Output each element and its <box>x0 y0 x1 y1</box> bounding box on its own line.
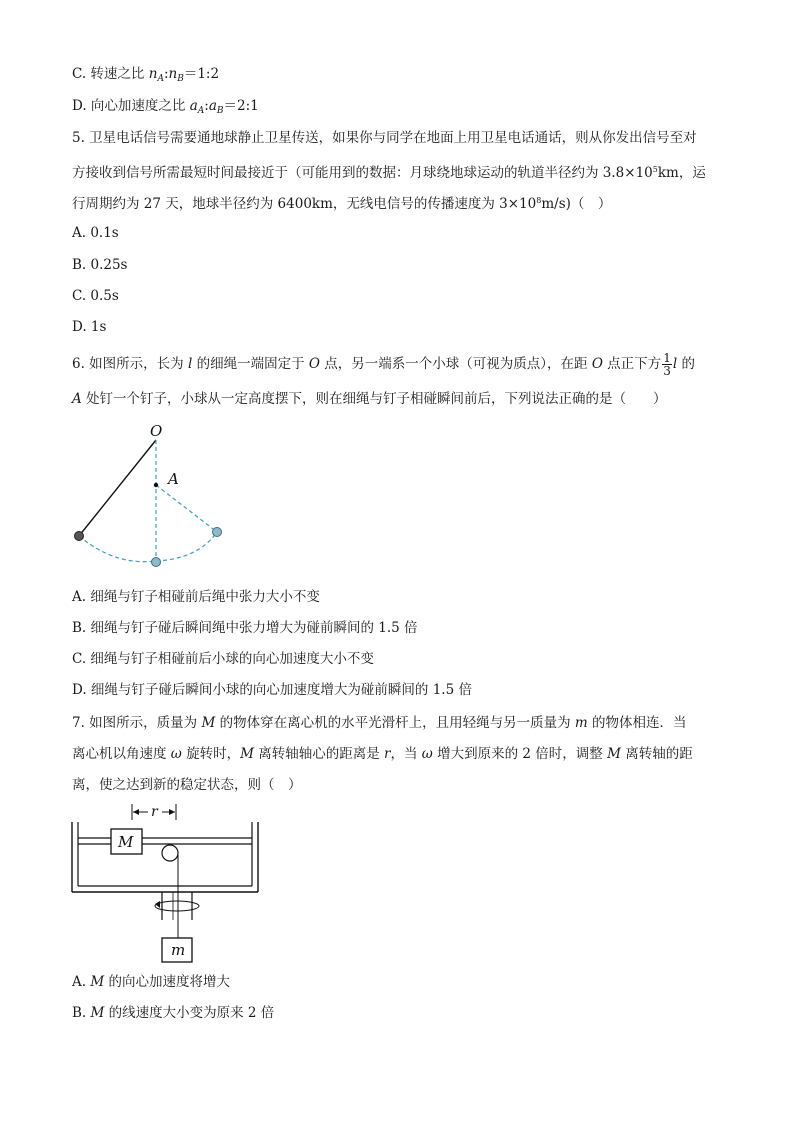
ball-bottom <box>152 558 161 567</box>
q7-stem-line1: 7. 如图所示，质量为 M 的物体穿在离心机的水平光滑杆上，且用轻绳与另一质量为 m 的物体相连．当 <box>72 715 687 731</box>
label-r: r <box>151 804 158 820</box>
q5-stem-line3: 行周期约为 27 天，地球半径约为 6400km，无线电信号的传播速度为 $3\times 10^8m/s$)（ ） <box>72 196 612 212</box>
centrifuge-figure <box>66 798 266 966</box>
q5-option-a: A. 0.1s <box>72 225 119 241</box>
label-m: m <box>171 941 186 959</box>
pendulum-figure <box>70 418 230 573</box>
q6-option-c: C. 细绳与钉子相碰前后小球的向心加速度大小不变 <box>72 651 374 667</box>
ball-right <box>213 528 222 537</box>
q6-option-a: A. 细绳与钉子相碰前后绳中张力大小不变 <box>72 589 320 605</box>
ball-initial <box>75 532 84 541</box>
q6-option-b: B. 细绳与钉子碰后瞬间绳中张力增大为碰前瞬间的 1.5 倍 <box>72 620 418 636</box>
q5-option-c: C. 0.5s <box>72 288 119 304</box>
q4-option-d: D. 向心加速度之比 $a_A:a_B=2:1$ <box>72 98 259 116</box>
q7-option-b: B. M 的线速度大小变为原来 2 倍 <box>72 1005 275 1021</box>
pulley <box>162 845 178 861</box>
label-M: M <box>118 833 134 851</box>
q6-stem-line1: 6. 如图所示，长为 l 的细绳一端固定于 O 点，另一端系一个小球（可视为质点），在距 O 点正下方 $\frac{1}{3}$ l 的 <box>72 351 695 378</box>
initial-rope <box>79 440 156 536</box>
rope-after-nail <box>156 485 217 532</box>
label-A: A <box>168 470 179 488</box>
q5-stem-line1: 5. 卫星电话信号需要通地球静止卫星传送，如果你与同学在地面上用卫星电话通话，则从你发出信号至对 <box>72 130 697 146</box>
q6-option-d: D. 细绳与钉子碰后瞬间小球的向心加速度增大为碰前瞬间的 1.5 倍 <box>72 682 472 698</box>
one-third-fraction: $\frac{1}{3}$ <box>663 351 671 378</box>
q7-stem-line2: 离心机以角速度 ω 旋转时，M 离转轴轴心的距离是 r，当 ω 增大到原来的 2 倍时，调整 M 离转轴的距 <box>72 746 693 762</box>
q7-stem-line3: 离，使之达到新的稳定状态，则（ ） <box>72 777 302 793</box>
swing-arc-small <box>156 532 217 561</box>
r-arrow-left <box>133 809 139 815</box>
nail-point <box>154 483 158 487</box>
r-arrow-right <box>169 809 175 815</box>
q7-option-a: A. M 的向心加速度将增大 <box>72 974 230 990</box>
swing-arc-large <box>79 536 156 562</box>
label-O: O <box>150 422 163 440</box>
q5-option-d: D. 1s <box>72 319 107 335</box>
q4-option-c: C. 转速之比 $n_A:n_B=1:2$ <box>72 66 220 84</box>
q5-option-b: B. 0.25s <box>72 257 128 273</box>
q6-stem-line2: A 处钉一个钉子，小球从一定高度摆下，则在细绳与钉子相碰瞬间前后，下列说法正确的是（ ） <box>72 391 667 407</box>
q5-stem-line2: 方接收到信号所需最短时间最接近于（可能用到的数据：月球绕地球运动的轨道半径约为 $3.8\times 10^5km$，运 <box>72 165 706 181</box>
